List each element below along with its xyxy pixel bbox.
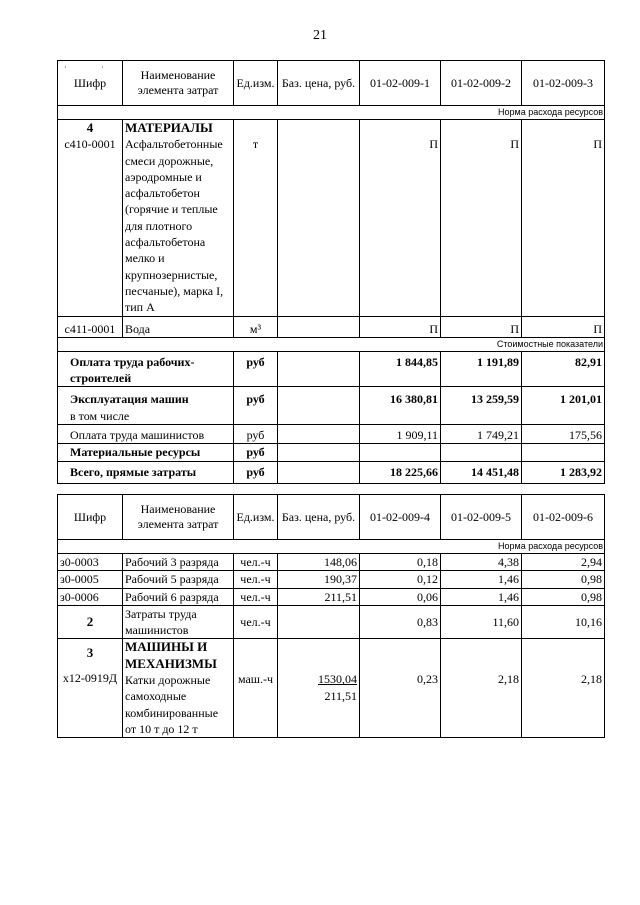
row-name: Вода: [123, 316, 234, 337]
col-header-code-2: 01-02-009-2: [441, 61, 522, 106]
resource-table-1: [57, 60, 605, 484]
section-title: МАШИНЫ И МЕХАНИЗМЫ: [125, 639, 217, 671]
row-value-1: П: [360, 120, 441, 317]
row-value-3: 0,98: [522, 571, 605, 588]
col-header-code-6: 01-02-009-6: [522, 495, 605, 540]
row-price: [278, 639, 360, 738]
table-row: [58, 588, 605, 605]
row-name: Рабочий 3 разряда: [123, 554, 234, 571]
col-header-price: Баз. цена, руб.: [278, 61, 360, 106]
scan-mark: ·: [64, 63, 67, 72]
row-code: [58, 639, 123, 738]
cost-value-3: 1 283,92: [522, 461, 605, 483]
cost-name: Всего, прямые затраты: [58, 461, 234, 483]
cost-value-3: 175,56: [522, 425, 605, 444]
row-unit: чел.-ч: [234, 554, 278, 571]
table-row: [58, 605, 605, 639]
cost-price: [278, 461, 360, 483]
cost-price: [278, 425, 360, 444]
cost-name-text: Эксплуатация машин: [70, 392, 189, 407]
cost-name: Оплата труда рабочих-строителей: [58, 351, 234, 387]
row-code: з0-0003: [58, 554, 123, 571]
col-header-code-5: 01-02-009-5: [441, 495, 522, 540]
cost-price: [278, 444, 360, 461]
cost-name: [58, 387, 234, 425]
col-header-unit: Ед.изм.: [234, 495, 278, 540]
page-number: 21: [313, 28, 327, 43]
col-header-code: Шифр: [58, 61, 123, 106]
band-cost: Стоимостные показатели: [58, 337, 605, 351]
row-price: 148,06: [278, 554, 360, 571]
cost-price: [278, 351, 360, 387]
row-unit: м³: [234, 316, 278, 337]
cost-value-1: [360, 444, 441, 461]
cost-row: [58, 351, 605, 387]
row-code: 2: [58, 605, 123, 639]
table-header: [58, 495, 605, 540]
col-header-code-1: 01-02-009-1: [360, 61, 441, 106]
row-value-3: П: [522, 316, 605, 337]
resource-table-2: [57, 494, 605, 738]
row-price: 211,51: [278, 588, 360, 605]
row-price: 190,37: [278, 571, 360, 588]
cost-value-2: 14 451,48: [441, 461, 522, 483]
row-price: [278, 605, 360, 639]
material-name: Асфальтобетонные смеси дорожные, аэродромные и асфальтобетон (горячие и теплые для плотного асфальтобетона мелко и крупнозернистые, песчаные), марка I, тип А: [125, 137, 224, 315]
cost-value-2: [441, 444, 522, 461]
row-value-3: 10,16: [522, 605, 605, 639]
row-value-1: П: [360, 316, 441, 337]
cost-value-1: 1 844,85: [360, 351, 441, 387]
cost-price: [278, 387, 360, 425]
machine-name: Катки дорожные самоходные комбинированные от 10 т до 12 т: [125, 673, 219, 736]
col-header-price: Баз. цена, руб.: [278, 495, 360, 540]
cost-value-3: [522, 444, 605, 461]
cost-unit: руб: [234, 444, 278, 461]
section-title: МАТЕРИАЛЫ: [125, 120, 213, 135]
table-row: [58, 120, 605, 317]
section-number: 3: [86, 645, 94, 661]
row-value-1: 0,18: [360, 554, 441, 571]
row-value-1: 0,12: [360, 571, 441, 588]
cost-row: [58, 461, 605, 483]
cost-row: [58, 444, 605, 461]
row-name: [123, 639, 234, 738]
band-row: [58, 540, 605, 554]
row-value-1: 0,06: [360, 588, 441, 605]
row-unit: т: [234, 120, 278, 317]
table-row: [58, 571, 605, 588]
table-row: [58, 639, 605, 738]
cost-sub-text: в том числе: [70, 408, 130, 423]
table-row: [58, 316, 605, 337]
row-unit: чел.-ч: [234, 588, 278, 605]
row-value-3: 2,94: [522, 554, 605, 571]
cost-unit: руб: [234, 425, 278, 444]
row-value-2: 4,38: [441, 554, 522, 571]
row-name: [123, 120, 234, 317]
row-price: [278, 316, 360, 337]
price-bottom: 211,51: [324, 688, 357, 703]
row-unit: чел.-ч: [234, 571, 278, 588]
row-code: с411-0001: [58, 316, 123, 337]
cost-value-1: 16 380,81: [360, 387, 441, 425]
col-header-code-4: 01-02-009-4: [360, 495, 441, 540]
cost-value-2: 1 749,21: [441, 425, 522, 444]
cost-value-1: 1 909,11: [360, 425, 441, 444]
section-number: 4: [86, 120, 94, 135]
row-price: [278, 120, 360, 317]
row-unit: маш.-ч: [234, 639, 278, 738]
cost-unit: руб: [234, 461, 278, 483]
band-row: [58, 106, 605, 120]
cost-name: Оплата труда машинистов: [58, 425, 234, 444]
band-norm: Норма расхода ресурсов: [58, 106, 605, 120]
cost-row: [58, 425, 605, 444]
row-value-2: 1,46: [441, 571, 522, 588]
row-value-3: 2,18: [522, 639, 605, 738]
machine-code: х12-0919Д: [62, 670, 118, 685]
row-value-3: П: [522, 120, 605, 317]
row-value-1: 0,23: [360, 639, 441, 738]
band-norm: Норма расхода ресурсов: [58, 540, 605, 554]
table-row: [58, 554, 605, 571]
row-value-1: 0,83: [360, 605, 441, 639]
row-value-2: 2,18: [441, 639, 522, 738]
row-name: Рабочий 6 разряда: [123, 588, 234, 605]
col-header-code: Шифр: [58, 495, 123, 540]
cost-value-2: 1 191,89: [441, 351, 522, 387]
cost-row: [58, 387, 605, 425]
cost-name: Материальные ресурсы: [58, 444, 234, 461]
cost-value-2: 13 259,59: [441, 387, 522, 425]
row-value-2: П: [441, 316, 522, 337]
row-name: Рабочий 5 разряда: [123, 571, 234, 588]
row-value-2: 1,46: [441, 588, 522, 605]
row-unit: чел.-ч: [234, 605, 278, 639]
row-code: [58, 120, 123, 317]
col-header-name: Наименование элемента затрат: [123, 61, 234, 106]
row-code: з0-0005: [58, 571, 123, 588]
row-value-3: 0,98: [522, 588, 605, 605]
cost-unit: руб: [234, 387, 278, 425]
row-name: Затраты труда машинистов: [123, 605, 234, 639]
row-code: з0-0006: [58, 588, 123, 605]
scan-mark: ·: [101, 63, 104, 72]
band-row: [58, 337, 605, 351]
cost-value-3: 82,91: [522, 351, 605, 387]
row-value-2: П: [441, 120, 522, 317]
col-header-code-3: 01-02-009-3: [522, 61, 605, 106]
price-top: 1530,04: [318, 672, 357, 687]
col-header-unit: Ед.изм.: [234, 61, 278, 106]
col-header-name: Наименование элемента затрат: [123, 495, 234, 540]
material-code: с410-0001: [64, 137, 116, 152]
table-header: [58, 61, 605, 106]
cost-unit: руб: [234, 351, 278, 387]
cost-value-3: 1 201,01: [522, 387, 605, 425]
cost-value-1: 18 225,66: [360, 461, 441, 483]
row-value-2: 11,60: [441, 605, 522, 639]
